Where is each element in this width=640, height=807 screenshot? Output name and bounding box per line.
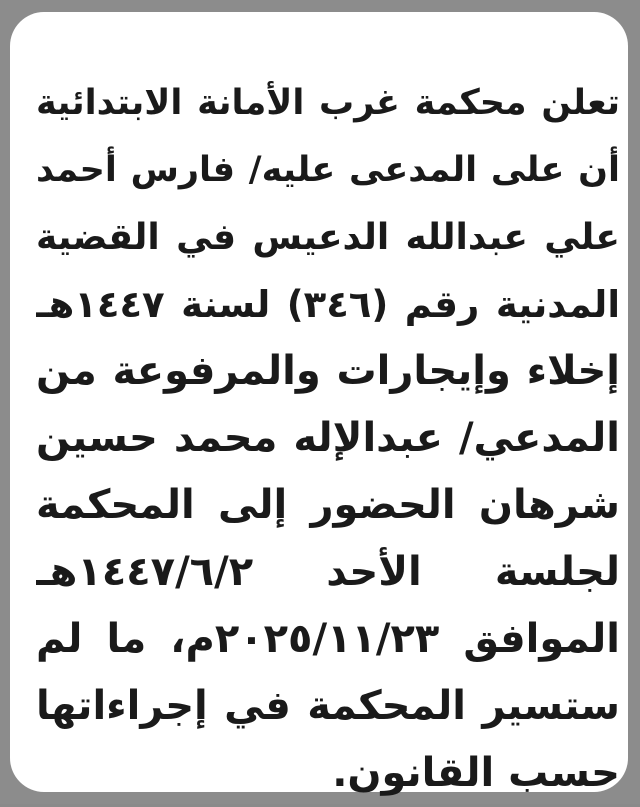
- notice-line: لجلسة الأحد ١٤٤٧/٦/٢هـ: [36, 549, 620, 595]
- court-notice-text: [36, 70, 620, 807]
- notice-line: المدعي/ عبدالإله محمد حسين: [36, 415, 620, 461]
- notice-line: المدنية رقم (٣٤٦) لسنة ١٤٤٧هـ: [36, 283, 620, 326]
- notice-line: علي عبدالله الدعيس في القضية: [36, 217, 620, 258]
- notice-line: الموافق ٢٠٢٥/١١/٢٣م، ما لم: [36, 616, 620, 662]
- notice-line: أن على المدعى عليه/ فارس أحمد: [36, 150, 620, 190]
- notice-line: شرهان الحضور إلى المحكمة: [36, 482, 620, 528]
- notice-line: إخلاء وإيجارات والمرفوعة من: [36, 348, 620, 394]
- notice-line: تعلن محكمة غرب الأمانة الابتدائية: [36, 83, 620, 123]
- notice-line: ستسير المحكمة في إجراءاتها: [36, 683, 620, 729]
- notice-card: [10, 12, 628, 796]
- notice-line: حسب القانون.: [332, 750, 620, 796]
